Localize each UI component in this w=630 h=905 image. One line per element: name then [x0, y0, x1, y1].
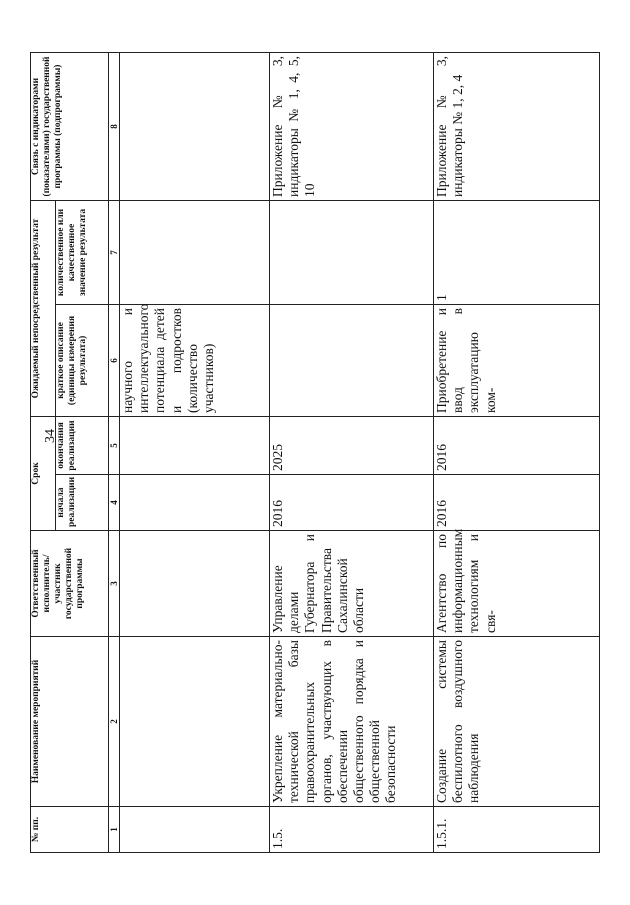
cell-num: 1.5. — [270, 807, 434, 853]
cell-link: Приложение № 3, индикаторы № 1, 4, 5, 10 — [270, 53, 434, 201]
cell-name — [120, 637, 270, 807]
header-responsible: Ответственный исполнитель/ участник государственной программы — [31, 531, 109, 637]
cell-result-value: 1 — [434, 201, 600, 305]
rotated-table-wrapper — [30, 53, 600, 853]
col-number: 4 — [109, 475, 120, 531]
col-number: 5 — [109, 417, 120, 475]
cell-end: 2025 — [270, 417, 434, 475]
cell-end: 2016 — [434, 417, 600, 475]
cell-result-desc: научного и интеллектуального потенциала детей и подростков (количество участников) — [120, 305, 270, 417]
col-number: 7 — [109, 201, 120, 305]
cell-start — [120, 475, 270, 531]
column-number-row — [109, 53, 120, 853]
col-number: 1 — [109, 807, 120, 853]
header-result-value: количественное или качественное значение результата — [56, 201, 109, 305]
table-row — [270, 53, 434, 853]
cell-responsible — [120, 531, 270, 637]
page-number: 34 — [43, 429, 58, 443]
cell-num: 1.5.1. — [434, 807, 600, 853]
cell-result-desc — [270, 305, 434, 417]
cell-name: Укрепление материально-технической базы правоохранительных органов, участвующих в обеспечении общественного порядка и общественной безопасности — [270, 637, 434, 807]
header-row-1 — [31, 53, 56, 853]
cell-result-desc: Приобретение и ввод в эксплуатацию ком- — [434, 305, 600, 417]
cell-result-value — [120, 201, 270, 305]
header-link: Связь с индикаторами (показателями) государственной программы (подпрограммы) — [31, 53, 109, 201]
col-number: 3 — [109, 531, 120, 637]
header-num: № пп. — [31, 807, 109, 853]
header-term-start: начала реализации — [56, 475, 109, 531]
measures-table — [30, 52, 600, 853]
cell-link — [120, 53, 270, 201]
table-row — [434, 53, 600, 853]
cell-end — [120, 417, 270, 475]
header-name: Наименование мероприятий — [31, 637, 109, 807]
cell-link: Приложение № 3, индикаторы № 1, 2, 4 — [434, 53, 600, 201]
header-result-desc: краткое описание (единицы измерения результата) — [56, 305, 109, 417]
cell-responsible: Агентство по информационным технологиям и свя- — [434, 531, 600, 637]
header-result: Ожидаемый непосредственный результат — [31, 201, 56, 417]
header-term-end: окончания реализации — [56, 417, 109, 475]
header-term: Срок — [31, 417, 56, 531]
table-row — [120, 53, 270, 853]
cell-result-value — [270, 201, 434, 305]
cell-responsible: Управление делами Губернатора и Правительства Сахалинской области — [270, 531, 434, 637]
cell-num — [120, 807, 270, 853]
cell-start: 2016 — [270, 475, 434, 531]
col-number: 6 — [109, 305, 120, 417]
col-number: 8 — [109, 53, 120, 201]
col-number: 2 — [109, 637, 120, 807]
cell-start: 2016 — [434, 475, 600, 531]
cell-name: Создание системы беспилотного воздушного наблюдения — [434, 637, 600, 807]
